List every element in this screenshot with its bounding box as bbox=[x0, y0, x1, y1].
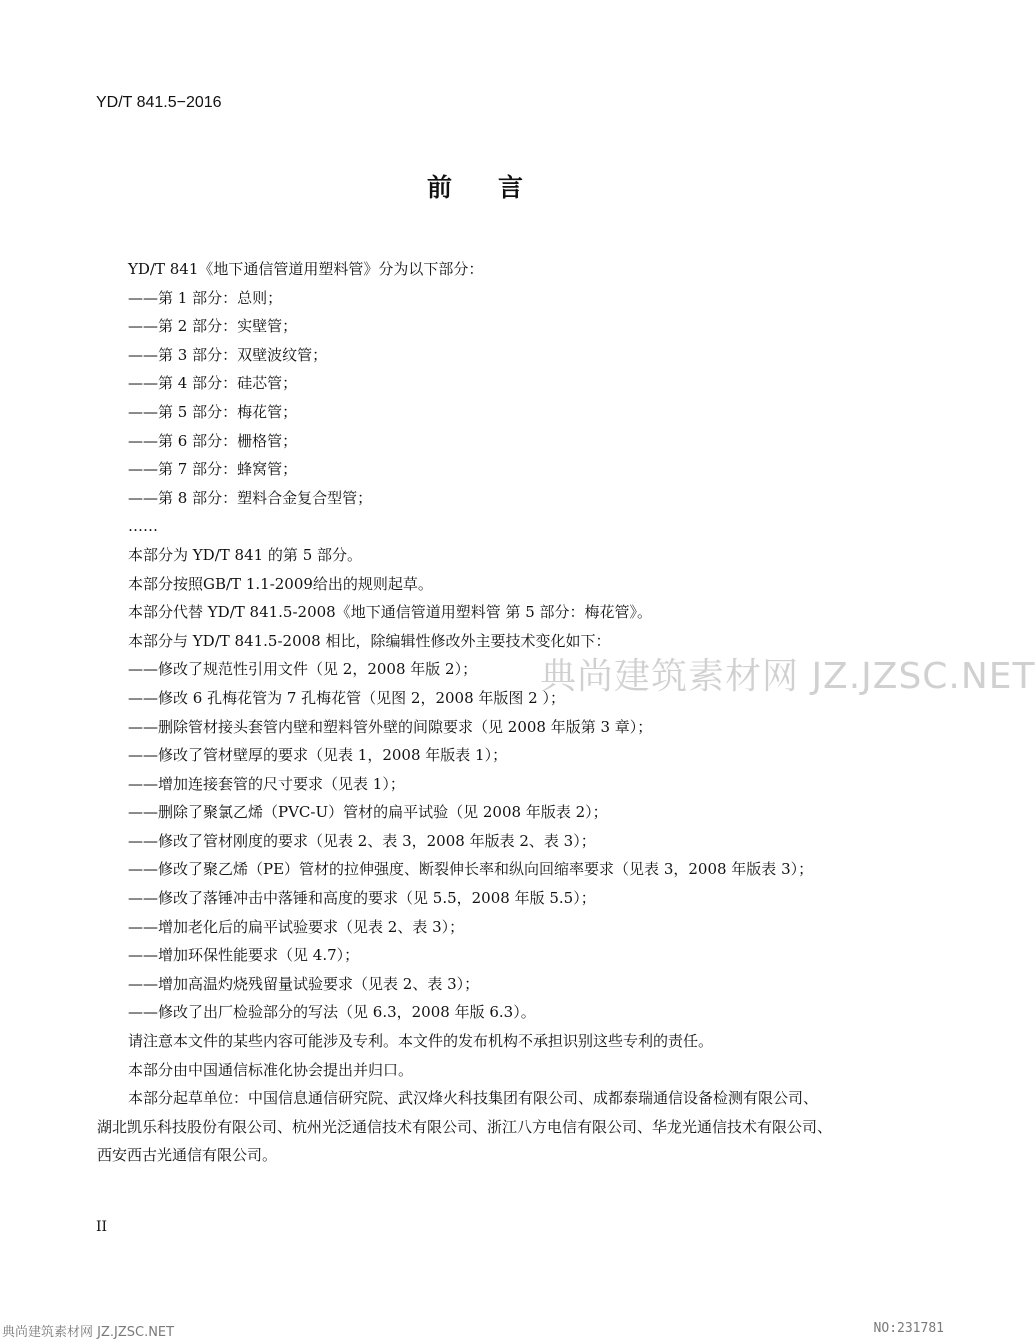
list-item: ——删除了聚氯乙烯（PVC-U）管材的扁平试验（见 2008 年版表 2）； bbox=[128, 803, 608, 822]
list-item: ——第 8 部分：塑料合金复合型管； bbox=[128, 488, 373, 507]
statement-line: 本部分按照GB/T 1.1-2009给出的规则起草。 bbox=[128, 574, 433, 593]
foreword-body bbox=[97, 255, 863, 1170]
list-item: ——删除管材接头套管内壁和塑料管外壁的间隙要求（见 2008 年版第 3 章）； bbox=[128, 717, 653, 736]
list-item: ——第 6 部分：栅格管； bbox=[128, 431, 298, 450]
list-item: ——增加连接套管的尺寸要求（见表 1）； bbox=[128, 774, 405, 793]
list-item: ——第 3 部分：双壁波纹管； bbox=[128, 345, 328, 364]
list-item: ——第 7 部分：蜂窝管； bbox=[128, 460, 298, 479]
standard-code: YD/T 841.5−2016 bbox=[96, 94, 222, 111]
list-item: ——第 5 部分：梅花管； bbox=[128, 402, 298, 421]
list-item: ——修改了管材刚度的要求（见表 2、表 3，2008 年版表 2、表 3）； bbox=[128, 831, 596, 850]
list-item: ——第 2 部分：实壁管； bbox=[128, 317, 298, 336]
list-item: ——修改 6 孔梅花管为 7 孔梅花管（见图 2，2008 年版图 2 ）； bbox=[128, 688, 565, 707]
statement-line: 本部分与 YD/T 841.5-2008 相比，除编辑性修改外主要技术变化如下： bbox=[128, 631, 611, 650]
statement-line: 本部分为 YD/T 841 的第 5 部分。 bbox=[128, 545, 363, 564]
list-item: …… bbox=[128, 517, 158, 536]
watermark-text: 典尚建筑素材网 JZ.JZSC.NET bbox=[540, 656, 1036, 697]
proposer-statement: 本部分由中国通信标准化协会提出并归口。 bbox=[128, 1060, 414, 1079]
list-item: ——增加老化后的扁平试验要求（见表 2、表 3）； bbox=[128, 917, 465, 936]
page-title: 前言 bbox=[426, 173, 569, 202]
list-item: ——增加高温灼烧残留量试验要求（见表 2、表 3）； bbox=[128, 974, 480, 993]
list-item: ——修改了规范性引用文件（见 2，2008 年版 2）； bbox=[128, 660, 478, 679]
intro-line: YD/T 841《地下通信管道用塑料管》分为以下部分： bbox=[128, 260, 484, 278]
list-item: ——修改了管材壁厚的要求（见表 1，2008 年版表 1）； bbox=[128, 746, 508, 765]
patent-notice: 请注意本文件的某些内容可能涉及专利。本文件的发布机构不承担识别这些专利的责任。 bbox=[128, 1032, 714, 1051]
list-item: ——修改了落锤冲击中落锤和高度的要求（见 5.5，2008 年版 5.5）； bbox=[128, 889, 596, 908]
list-item: ——修改了出厂检验部分的写法（见 6.3，2008 年版 6.3）。 bbox=[128, 1003, 536, 1022]
list-item: ——第 4 部分：硅芯管； bbox=[128, 374, 298, 393]
changes-list bbox=[128, 655, 863, 1027]
drafting-units: 本部分起草单位：中国信息通信研究院、武汉烽火科技集团有限公司、成都泰瑞通信设备检测有限公司、湖北凯乐科技股份有限公司、杭州光泛通信技术有限公司、浙江八方电信有限公司、华龙光通信技术有限公司、西安西古光通信有限公司。 bbox=[97, 1089, 833, 1165]
list-item: ——第 1 部分：总则； bbox=[128, 288, 283, 307]
list-item: ——增加环保性能要求（见 4.7）； bbox=[128, 946, 360, 965]
footer-site-label: 典尚建筑素材网 JZ.JZSC.NET bbox=[2, 1325, 175, 1340]
page-number: II bbox=[96, 1219, 108, 1235]
footer-doc-number: NO:231781 bbox=[873, 1321, 944, 1336]
list-item: ——修改了聚乙烯（PE）管材的拉伸强度、断裂伸长率和纵向回缩率要求（见表 3，2008 年版表 3）； bbox=[128, 860, 814, 879]
parts-list bbox=[128, 284, 863, 541]
statement-line: 本部分代替 YD/T 841.5-2008《地下通信管道用塑料管 第 5 部分：梅花管》。 bbox=[128, 603, 653, 622]
statements bbox=[128, 541, 863, 655]
